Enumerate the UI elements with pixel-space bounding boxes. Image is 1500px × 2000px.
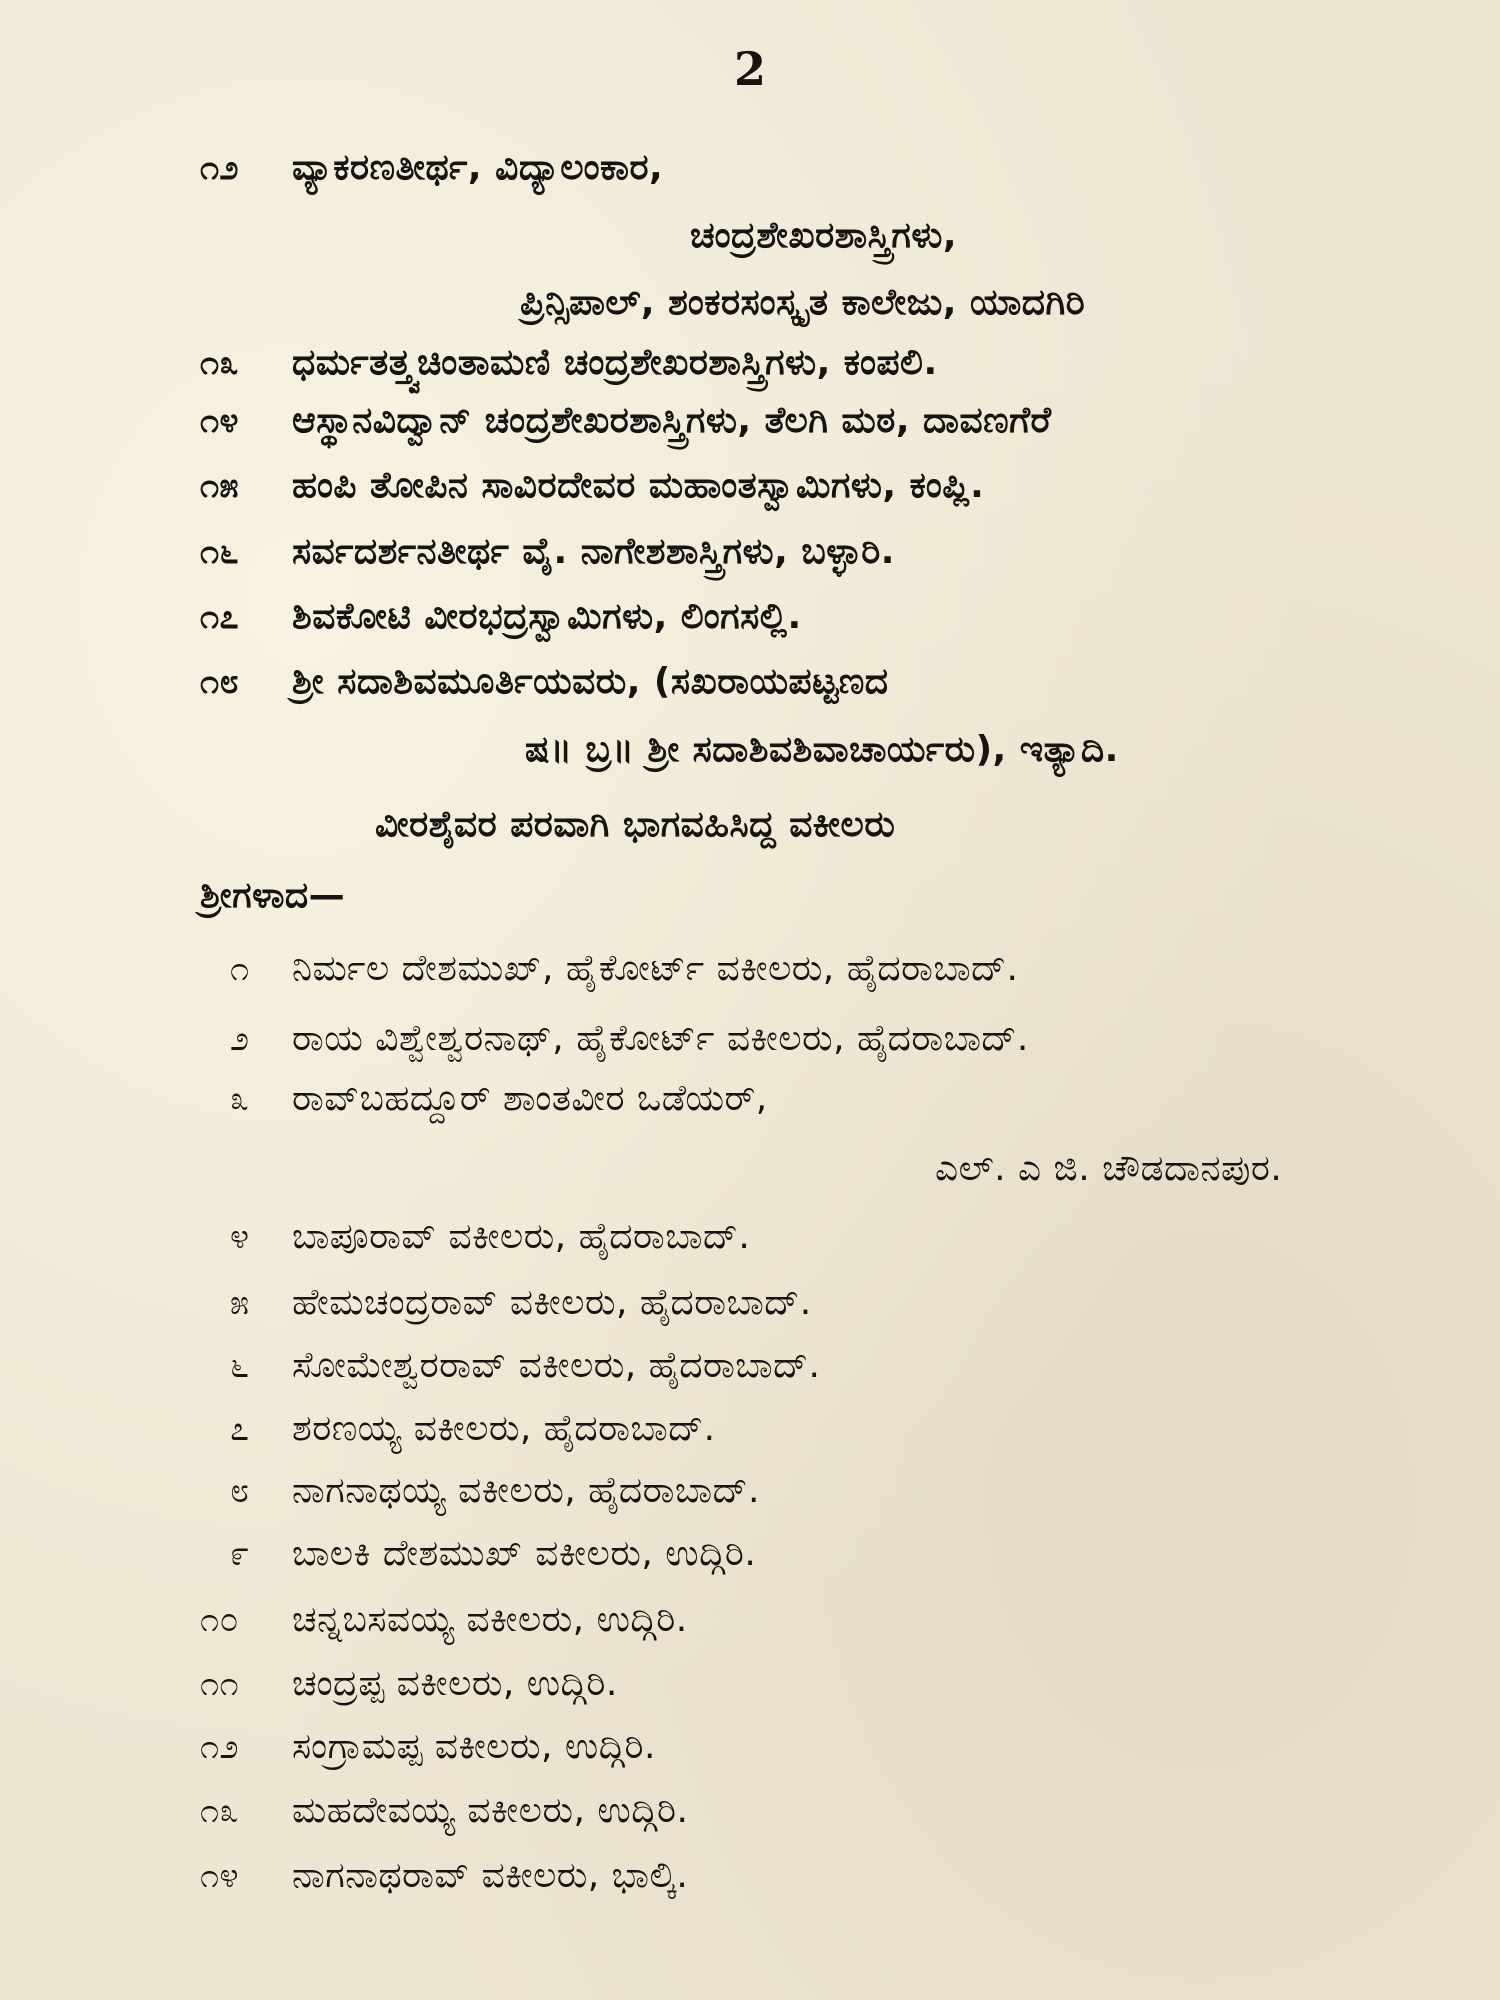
item-text: ನಿರ್ಮಲ ದೇಶಮುಖ್, ಹೈಕೋರ್ಟ್ ವಕೀಲರು, ಹೈದರಾಬಾದ್.	[292, 948, 1019, 989]
item-number: ೧೧	[200, 1664, 240, 1704]
item-text: ಸರ್ವದರ್ಶನತೀರ್ಥ ವೈ. ನಾಗೇಶಶಾಸ್ತ್ರಿಗಳು, ಬಳ್ಳಾರಿ.	[292, 531, 895, 572]
item-number: ೧	[230, 949, 250, 989]
item-text: ರಾಯ ವಿಶ್ವೇಶ್ವರನಾಥ್, ಹೈಕೋರ್ಟ್ ವಕೀಲರು, ಹೈದರಾಬಾದ್.	[292, 1018, 1029, 1059]
list-item-continuation: ಚಂದ್ರಶೇಖರಶಾಸ್ತ್ರಿಗಳು,	[690, 215, 958, 256]
list-item-continuation: ಷ॥ ಬ್ರ॥ ಶ್ರೀ ಸದಾಶಿವಶಿವಾಚಾರ್ಯರು), ಇತ್ಯಾದಿ.	[525, 729, 1119, 770]
item-number: ೧೫	[200, 466, 240, 506]
item-number: ೧೨	[200, 148, 240, 188]
item-text: ಆಸ್ಥಾನವಿದ್ವಾನ್ ಚಂದ್ರಶೇಖರಶಾಸ್ತ್ರಿಗಳು, ತೆಲಗಿ ಮಠ, ದಾವಣಗೆರೆ	[292, 400, 1052, 441]
item-text: ಶ್ರೀ ಸದಾಶಿವಮೂರ್ತಿಯವರು, (ಸಖರಾಯಪಟ್ಟಣದ	[292, 661, 889, 702]
item-text: ಮಹದೇವಯ್ಯ ವಕೀಲರು, ಉದ್ಗಿರಿ.	[292, 1790, 689, 1831]
item-number: ೧೪	[200, 1856, 240, 1896]
item-number: ೧೭	[200, 597, 240, 637]
list-item-continuation: ಎಲ್. ಎ ಜಿ. ಚೌಡದಾನಪುರ.	[935, 1148, 1283, 1189]
item-text: ಸಂಗ್ರಾಮಪ್ಪ ವಕೀಲರು, ಉದ್ಗಿರಿ.	[292, 1726, 656, 1767]
item-number: ೧೪	[200, 401, 240, 441]
page-number: 2	[733, 42, 766, 96]
item-text: ನಾಗನಾಥಯ್ಯ ವಕೀಲರು, ಹೈದರಾಬಾದ್.	[292, 1470, 760, 1511]
item-text: ಚನ್ನಬಸವಯ್ಯ ವಕೀಲರು, ಉದ್ಗಿರಿ.	[292, 1599, 688, 1640]
item-number: ೧೩	[200, 1791, 240, 1831]
item-number: ೮	[230, 1471, 250, 1511]
item-number: ೧೬	[200, 532, 240, 572]
section-heading: ವೀರಶೈವರ ಪರವಾಗಿ ಭಾಗವಹಿಸಿದ್ದ ವಕೀಲರು	[375, 804, 896, 845]
item-number: ೧೩	[200, 343, 240, 383]
item-text: ಹಂಪಿ ತೋಪಿನ ಸಾವಿರದೇವರ ಮಹಾಂತಸ್ವಾಮಿಗಳು, ಕಂಪ್ಲಿ.	[292, 465, 985, 506]
item-text: ಚಂದ್ರಪ್ಪ ವಕೀಲರು, ಉದ್ಗಿರಿ.	[292, 1663, 618, 1704]
item-text: ಹೇಮಚಂದ್ರರಾವ್ ವಕೀಲರು, ಹೈದರಾಬಾದ್.	[292, 1282, 812, 1323]
item-number: ೯	[230, 1534, 250, 1574]
item-number: ೬	[230, 1346, 250, 1386]
item-number: ೧೮	[200, 662, 240, 702]
item-text: ಸೋಮೇಶ್ವರರಾವ್ ವಕೀಲರು, ಹೈದರಾಬಾದ್.	[292, 1345, 821, 1386]
item-number: ೩	[230, 1079, 250, 1119]
item-text: ರಾವ್‌ಬಹದ್ದೂರ್ ಶಾಂತವೀರ ಒಡೆಯರ್,	[292, 1078, 768, 1119]
item-number: ೭	[230, 1409, 250, 1449]
item-text: ಧರ್ಮತತ್ತ್ವಚಿಂತಾಮಣಿ ಚಂದ್ರಶೇಖರಶಾಸ್ತ್ರಿಗಳು, ಕಂಪಲಿ.	[292, 342, 938, 383]
item-text: ಬಾಲಕಿ ದೇಶಮುಖ್ ವಕೀಲರು, ಉದ್ಗಿರಿ.	[292, 1533, 757, 1574]
item-number: ೫	[230, 1283, 250, 1323]
item-text: ನಾಗನಾಥರಾವ್ ವಕೀಲರು, ಭಾಲ್ಕಿ.	[292, 1855, 689, 1896]
item-number: ೧೨	[200, 1727, 240, 1767]
item-text: ಶರಣಯ್ಯ ವಕೀಲರು, ಹೈದರಾಬಾದ್.	[292, 1408, 716, 1449]
list-item-continuation: ಪ್ರಿನ್ಸಿಪಾಲ್, ಶಂಕರಸಂಸ್ಕೃತ ಕಾಲೇಜು, ಯಾದಗಿರಿ	[520, 282, 1086, 323]
intro-label: ಶ್ರೀಗಳಾದ—	[200, 875, 346, 916]
item-number: ೪	[230, 1217, 250, 1257]
item-number: ೧೦	[200, 1600, 240, 1640]
item-text: ಬಾಪೂರಾವ್ ವಕೀಲರು, ಹೈದರಾಬಾದ್.	[292, 1216, 751, 1257]
item-number: ೨	[230, 1019, 250, 1059]
item-text: ವ್ಯಾಕರಣತೀರ್ಥ, ವಿದ್ಯಾಲಂಕಾರ,	[292, 147, 664, 188]
item-text: ಶಿವಕೋಟಿ ವೀರಭದ್ರಸ್ವಾಮಿಗಳು, ಲಿಂಗಸಲ್ಲಿ.	[292, 596, 802, 637]
